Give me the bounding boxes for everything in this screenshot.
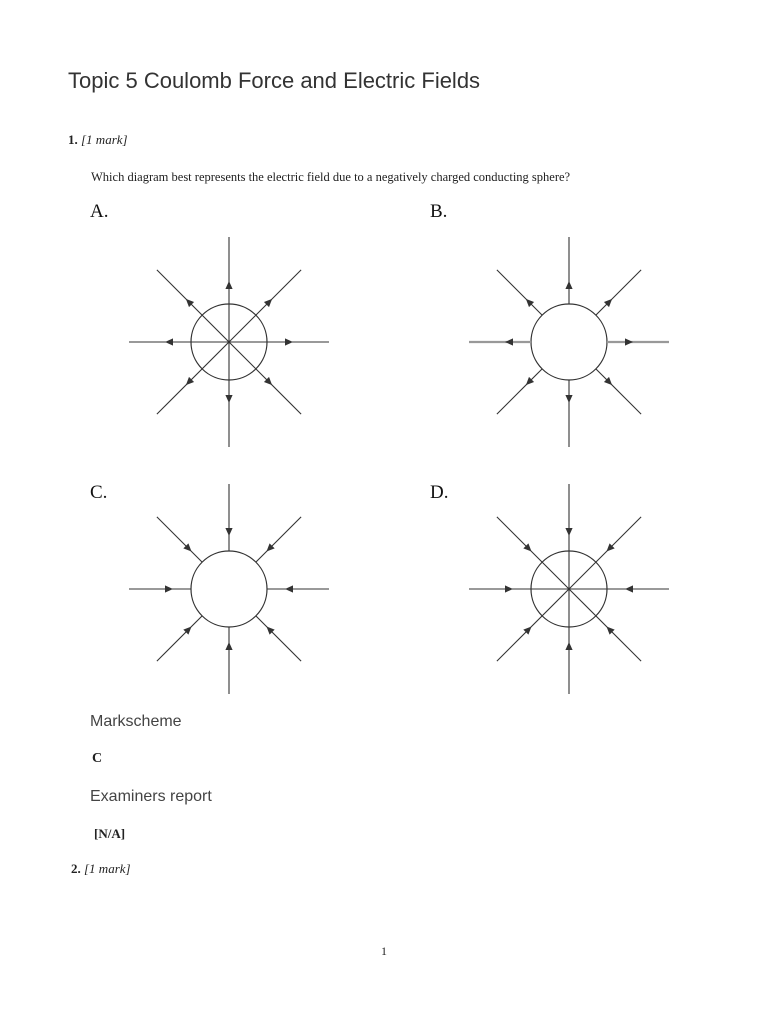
arrowhead-c-w xyxy=(165,585,173,592)
arrowhead-d-n xyxy=(565,528,572,536)
field-line-c-sw xyxy=(157,616,202,661)
arrowhead-a-e xyxy=(285,338,293,345)
arrowhead-a-n xyxy=(225,281,232,289)
option-a-label: A. xyxy=(90,201,109,222)
arrowhead-a-w xyxy=(165,338,173,345)
arrowhead-d-s xyxy=(565,642,572,650)
sphere-b xyxy=(531,304,607,380)
option-d-label: D. xyxy=(430,482,449,503)
question-2-header xyxy=(71,861,131,877)
question-1-marks: [1 mark] xyxy=(81,132,128,147)
markscheme-label: Markscheme xyxy=(90,713,182,730)
field-line-c-nw xyxy=(157,517,202,562)
field-line-b-sw xyxy=(497,369,542,414)
arrowhead-d-e xyxy=(625,585,633,592)
option-d-diagram xyxy=(462,482,676,696)
field-line-b-ne xyxy=(596,270,641,315)
option-c-label: C. xyxy=(90,482,108,503)
markscheme-answer: C xyxy=(92,751,103,766)
field-line-c-se xyxy=(256,616,301,661)
field-line-c-ne xyxy=(256,517,301,562)
option-a-diagram xyxy=(122,235,336,449)
arrowhead-c-n xyxy=(225,528,232,536)
examiners-report-answer: [N/A] xyxy=(94,826,126,841)
arrowhead-c-s xyxy=(225,642,232,650)
option-b-diagram xyxy=(462,235,676,449)
question-1-header xyxy=(68,132,128,148)
arrowhead-b-s xyxy=(565,395,572,403)
arrowhead-b-w xyxy=(505,338,513,345)
arrowhead-d-w xyxy=(505,585,513,592)
field-line-b-se xyxy=(596,369,641,414)
arrowhead-b-e xyxy=(625,338,633,345)
question-2-number: 2. xyxy=(71,861,81,876)
option-b-label: B. xyxy=(430,201,448,222)
option-c-diagram xyxy=(122,482,336,696)
question-1-number: 1. xyxy=(68,132,78,147)
arrowhead-a-s xyxy=(225,395,232,403)
page-number: 1 xyxy=(381,944,387,958)
arrowhead-c-e xyxy=(285,585,293,592)
page-title: Topic 5 Coulomb Force and Electric Fields xyxy=(68,68,481,93)
sphere-c xyxy=(191,551,267,627)
question-2-marks: [1 mark] xyxy=(84,861,131,876)
examiners-report-label: Examiners report xyxy=(90,788,212,805)
field-line-b-nw xyxy=(497,270,542,315)
question-1-text: Which diagram best represents the electric field due to a negatively charged conducting sphere? xyxy=(91,170,571,184)
arrowhead-b-n xyxy=(565,281,572,289)
